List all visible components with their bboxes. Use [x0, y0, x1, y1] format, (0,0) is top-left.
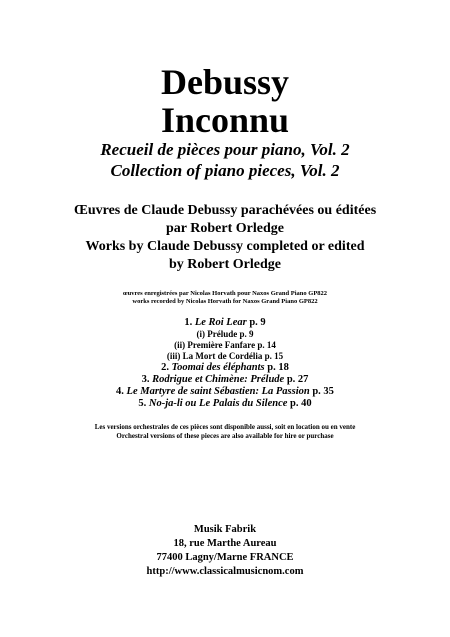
contents-item-title: Première Fanfare — [187, 340, 256, 350]
contents-item-number: 2. — [161, 362, 172, 373]
contents-item-page: p. 18 — [264, 362, 289, 373]
contents-item-number: 1. — [184, 317, 195, 328]
contents-item-number: 5. — [138, 398, 149, 409]
contents-item-number: 3. — [141, 374, 153, 385]
contents-item — [0, 399, 450, 410]
contents-subitem — [0, 352, 450, 361]
contents-item-number: (i) — [196, 329, 208, 339]
orchestral-note-french: Les versions orchestrales de ces pièces sont disponible aussi, soit en location ou en vente — [94, 423, 356, 431]
contents-item — [0, 363, 450, 374]
contents-item-title: No-ja-li ou Le Palais du Silence — [148, 398, 288, 409]
contents-item-title: Rodrigue et Chimène: Prélude — [152, 374, 285, 385]
contents-item-title: Le Roi Lear — [194, 317, 247, 328]
credits-english-line2: by Robert Orledge — [169, 257, 281, 272]
contents-item-page: p. 15 — [262, 351, 284, 361]
contents-item-number: 4. — [116, 386, 127, 397]
contents-subitem — [0, 341, 450, 350]
subtitle-english: Collection of piano pieces, Vol. 2 — [110, 161, 340, 180]
contents-item-title: Le Martyre de saint Sébastien: La Passion — [126, 386, 310, 397]
contents-item — [0, 375, 450, 386]
publisher-street: 18, rue Marthe Aureau — [173, 538, 277, 549]
contents-item-page: p. 14 — [255, 340, 276, 350]
contents-item-title: La Mort de Cordélia — [182, 351, 263, 361]
contents-item — [0, 387, 450, 398]
title-collection: Inconnu — [160, 100, 290, 140]
contents-item-number: (iii) — [166, 351, 183, 361]
credits-french-line1: Œuvres de Claude Debussy parachévées ou éditées — [73, 203, 377, 218]
publisher-name: Musik Fabrik — [193, 524, 257, 535]
recording-note-english: works recorded by Nicolas Horvath for Naxos Grand Piano GP822 — [132, 298, 318, 305]
credits-french-line2: par Robert Orledge — [166, 221, 284, 236]
credits-english-line1: Works by Claude Debussy completed or edited — [85, 239, 365, 254]
contents-item-title: Prélude — [207, 329, 238, 339]
subtitle-french: Recueil de pièces pour piano, Vol. 2 — [100, 140, 350, 159]
title-composer: Debussy — [160, 62, 290, 102]
recording-note-french: œuvres enregistrées par Nicolas Horvath pour Naxos Grand Piano GP822 — [122, 290, 328, 297]
contents-item-page: p. 27 — [284, 374, 309, 385]
contents-item-title: Toomai des éléphants — [171, 362, 265, 373]
contents-item-page: p. 9 — [237, 329, 254, 339]
contents-item-page: p. 9 — [246, 317, 266, 328]
contents-item-page: p. 40 — [287, 398, 312, 409]
publisher-city: 77400 Lagny/Marne FRANCE — [156, 552, 294, 563]
contents-item — [0, 318, 450, 329]
orchestral-note-english: Orchestral versions of these pieces are also available for hire or purchase — [116, 432, 334, 440]
publisher-url[interactable]: http://www.classicalmusicnom.com — [146, 566, 304, 577]
contents-item-page: p. 35 — [309, 386, 334, 397]
contents-item-number: (ii) — [174, 340, 188, 350]
contents-subitem — [0, 330, 450, 339]
